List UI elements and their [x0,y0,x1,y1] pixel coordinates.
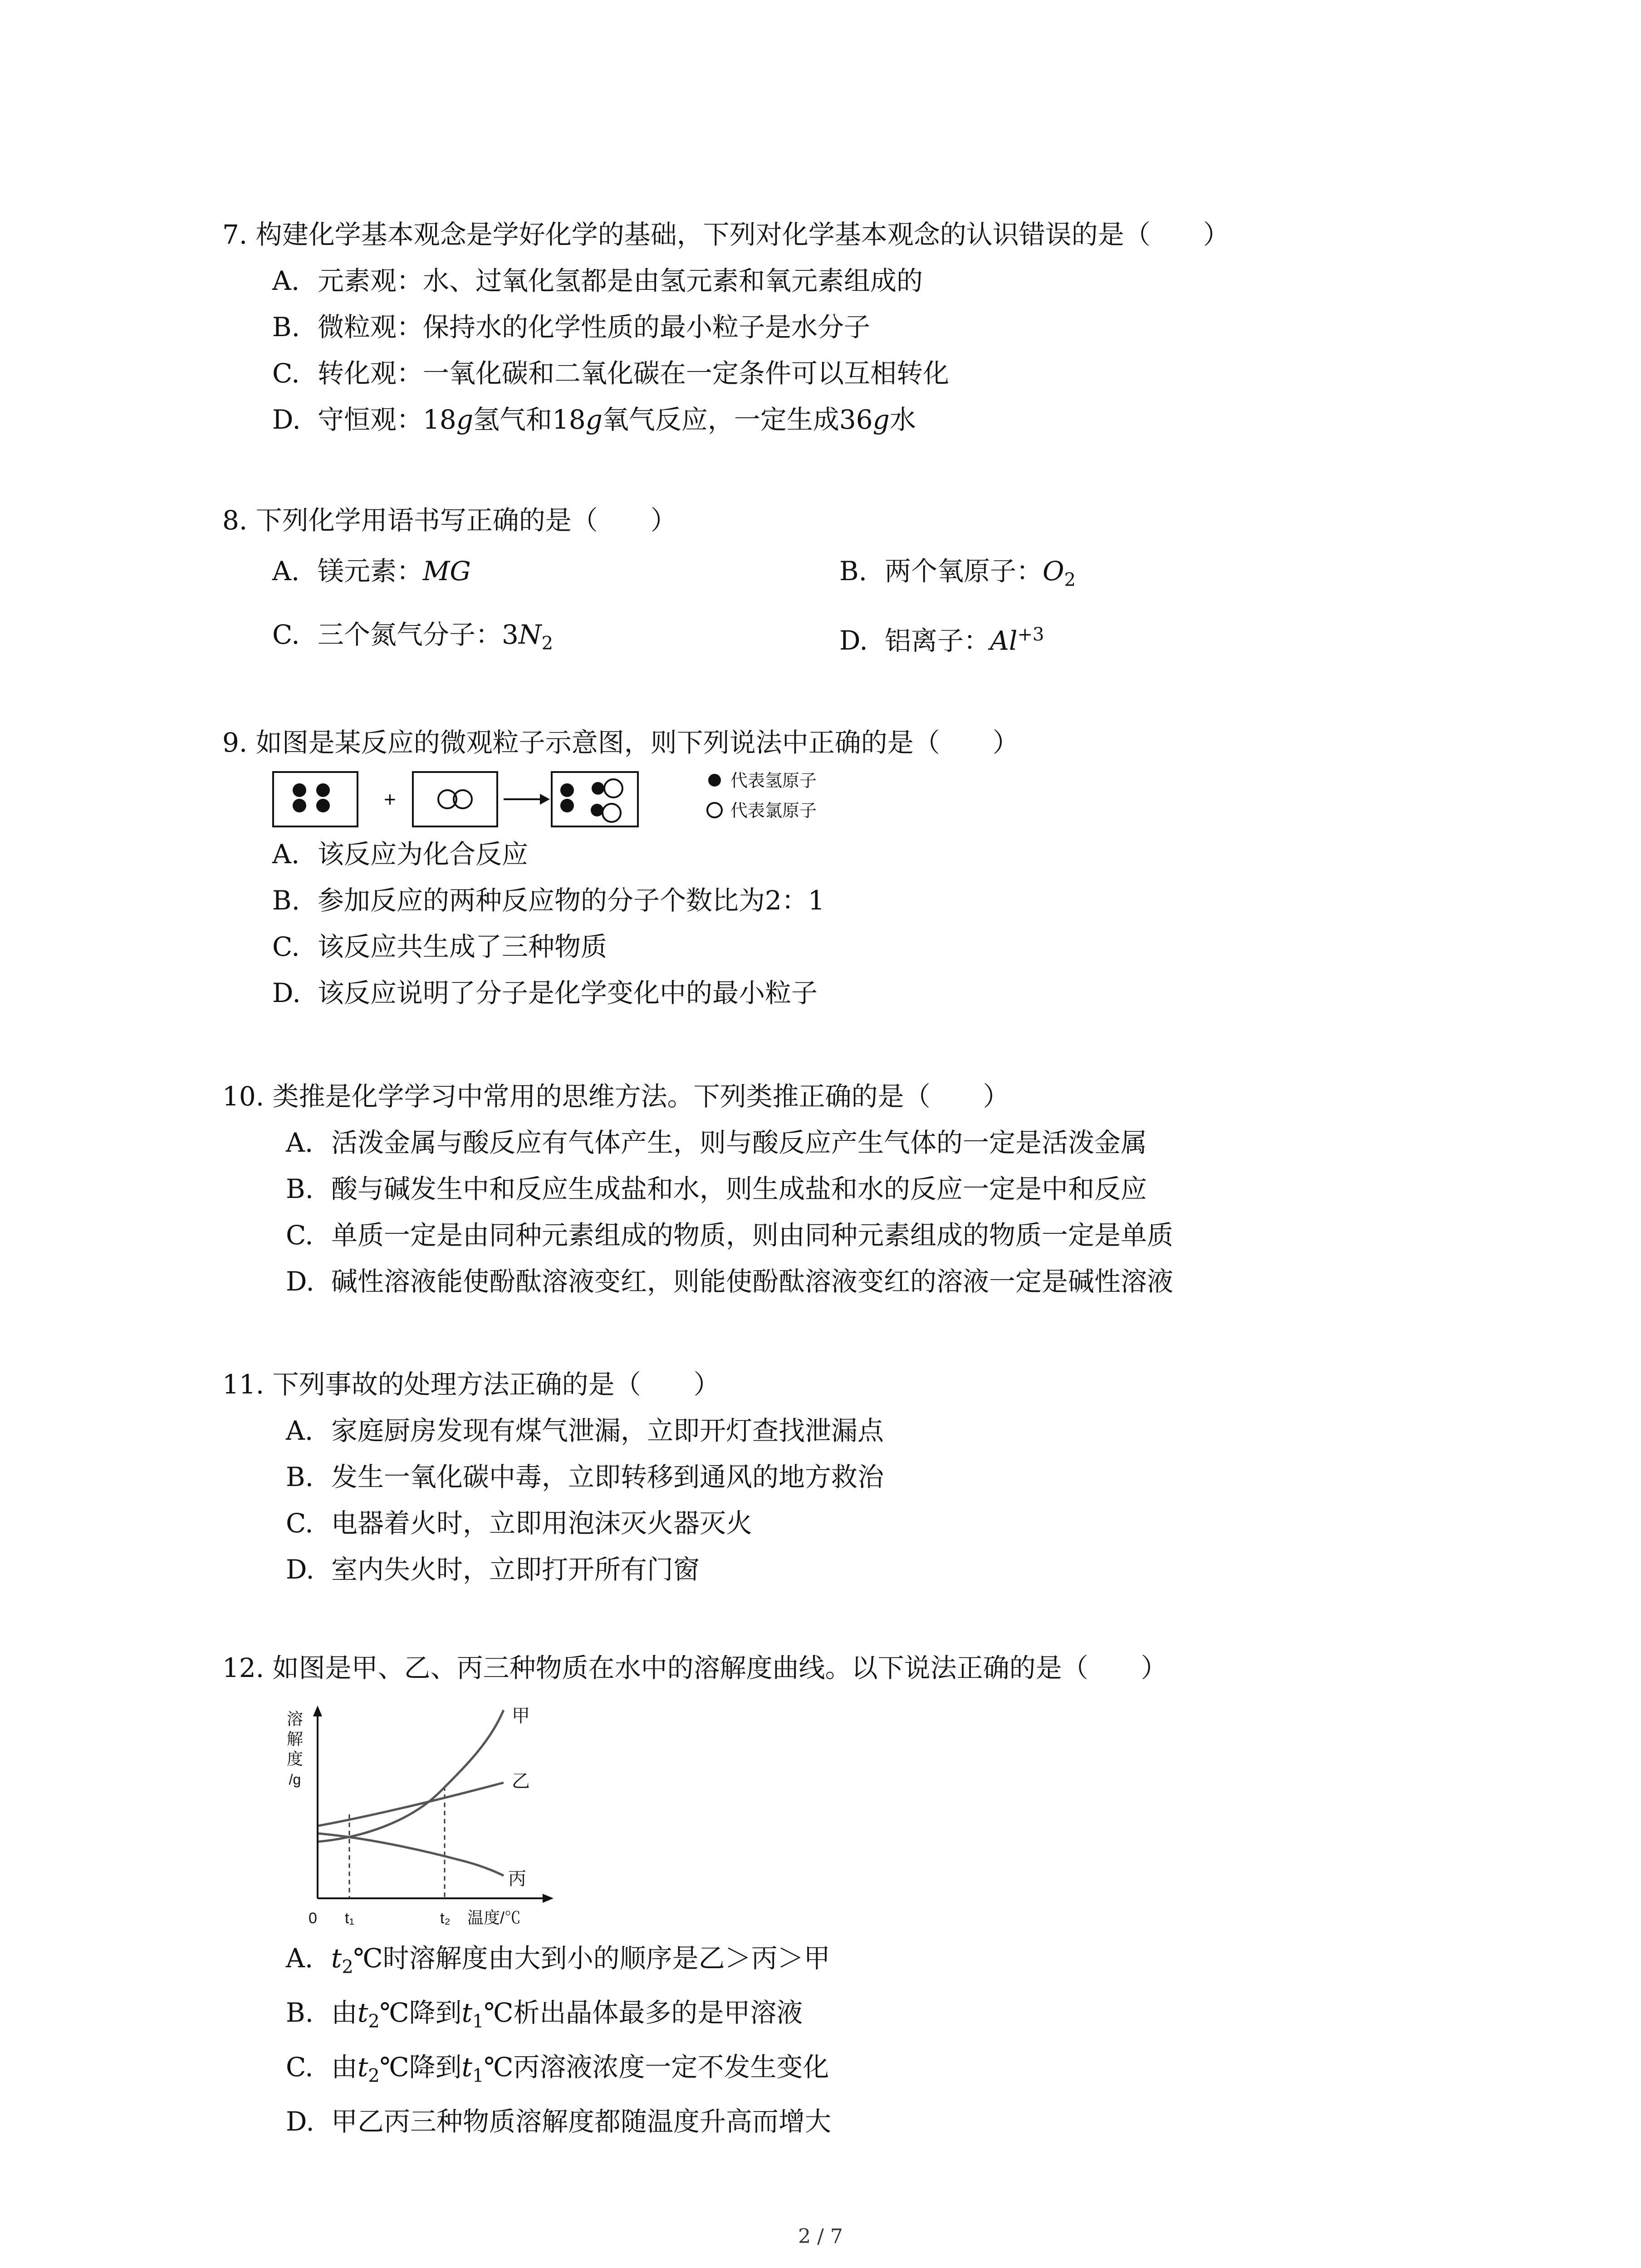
q11-option-a [286,1414,884,1447]
option-pre: 由 [331,1997,358,2028]
page-number: 2 / 7 [798,2225,843,2248]
option-text: 电器着火时，立即用泡沫灭火器灭火 [331,1508,753,1539]
option-label: 铝离子： [885,625,990,656]
option-text-suffix: 水 [889,404,916,435]
temp-subscript: 1 [472,2065,484,2087]
q7-stem: 7. 构建化学基本观念是学好化学的基础，下列对化学基本观念的认识错误的是（ ） [222,219,1230,250]
temp-subscript: 2 [342,1956,353,1978]
y-axis-label-char: 解 [286,1730,304,1748]
q9-option-d [272,976,818,1010]
option-letter: A. [272,839,300,870]
option-text: 室内失火时，立即打开所有门窗 [331,1554,700,1585]
option-letter: D. [286,1554,314,1585]
hcl-molecule [560,783,574,812]
option-letter: B. [286,1461,314,1492]
temp-subscript: 2 [368,2011,380,2032]
q11-option-b [286,1460,884,1494]
q8-option-b [839,554,1076,597]
option-text: ℃时溶解度由大到小的顺序是乙＞丙＞甲 [353,1943,830,1974]
option-letter: C. [286,1220,314,1251]
legend-cl-atom-icon [707,803,722,817]
series-label-yi: 乙 [512,1771,530,1791]
t1-tick-label: t₁ [345,1910,354,1927]
y-axis-label-char: 度 [286,1750,304,1768]
option-label: 两个氧原子： [885,556,1043,587]
option-letter: D. [286,2106,314,2137]
q11-stem: 11. 下列事故的处理方法正确的是（ ） [222,1369,720,1400]
y-axis [313,1706,322,1898]
q11-option-d [286,1553,700,1586]
option-letter: D. [272,404,301,435]
option-label: 三个氮气分子： [318,619,502,650]
cl2-molecule [438,790,472,808]
unit-g: g [872,404,890,435]
reactant-box-h2 [273,772,358,826]
y-axis-label-char: /g [289,1771,301,1788]
q11-option-c [286,1506,752,1540]
option-text: 活泼金属与酸反应有气体产生，则与酸反应产生气体的一定是活泼金属 [331,1127,1147,1158]
option-letter: B. [286,1173,314,1204]
solubility-curve-graph [277,1706,603,1932]
formula: MG [423,556,471,587]
option-letter: C. [272,931,300,962]
origin-label: 0 [309,1910,317,1927]
product-box [552,772,638,826]
option-letter: D. [839,625,868,656]
option-label: 镁元素： [318,556,423,587]
option-letter: B. [286,1997,314,2028]
legend-h-label: 代表氢原子 [730,772,817,791]
formula: Al [990,625,1018,656]
option-letter: D. [286,1266,314,1297]
q9-option-c [272,930,607,963]
option-text: ℃析出晶体最多的是甲溶液 [484,1997,803,2028]
option-letter: A. [272,556,300,587]
option-text: 家庭厨房发现有煤气泄漏，立即开灯查找泄漏点 [331,1415,884,1446]
option-letter: B. [272,885,300,916]
q8-stem: 8. 下列化学用语书写正确的是（ ） [222,505,677,536]
q7-option-b [272,310,870,344]
option-text-prefix: 守恒观：18 [318,404,456,435]
option-letter: B. [839,556,867,587]
option-letter: C. [272,619,300,650]
option-text: 该反应说明了分子是化学变化中的最小粒子 [318,978,818,1008]
unit-g: g [585,404,603,435]
hcl-molecule [592,779,622,797]
formula-subscript: 2 [1064,569,1076,591]
option-letter: A. [272,265,300,296]
option-text: 碱性溶液能使酚酞溶液变红，则能使酚酞溶液变红的溶液一定是碱性溶液 [331,1266,1174,1297]
curve-bing [318,1833,504,1876]
h2-molecule [316,783,330,812]
temp-subscript: 2 [368,2065,380,2087]
temp-symbol: t [461,1997,472,2028]
option-letter: A. [286,1415,314,1446]
reaction-particle-diagram [272,771,907,830]
q8-option-c [272,618,553,660]
h2-molecule [293,783,306,812]
option-text-mid: 氧气反应，一定生成36 [602,404,873,435]
x-axis [318,1894,554,1903]
temp-symbol: t [358,1997,368,2028]
option-text: 发生一氧化碳中毒，立即转移到通风的地方救治 [331,1461,884,1492]
q10-option-a [286,1126,1147,1159]
unit-g: g [456,404,473,435]
q9-option-b [272,884,825,917]
q9-option-a [272,837,528,871]
q7-option-a [272,264,923,298]
temp-symbol: t [358,2052,368,2082]
q12-option-c [286,2050,829,2093]
hcl-molecule [591,804,621,822]
formula: O [1043,556,1064,587]
q8-option-a [272,554,471,588]
curve-yi [318,1783,504,1826]
t2-tick-label: t₂ [440,1910,451,1927]
option-text: 酸与碱发生中和反应生成盐和水，则生成盐和水的反应一定是中和反应 [331,1173,1147,1204]
curve-jia [318,1710,504,1842]
option-mid: ℃降到 [379,2052,462,2082]
q10-option-d [286,1265,1173,1298]
option-text: 单质一定是由同种元素组成的物质，则由同种元素组成的物质一定是单质 [331,1220,1174,1251]
q12-stem: 12. 如图是甲、乙、丙三种物质在水中的溶解度曲线。以下说法正确的是（ ） [222,1652,1167,1683]
option-letter: B. [272,312,300,342]
option-letter: D. [272,978,301,1008]
y-axis-label-char: 溶 [286,1710,304,1728]
option-letter: C. [286,1508,314,1539]
q7-option-c [272,357,949,390]
option-text: 参加反应的两种反应物的分子个数比为2：1 [318,885,825,916]
option-text: 元素观：水、过氧化氢都是由氢元素和氧元素组成的 [318,265,923,296]
formula-superscript: +3 [1017,624,1044,645]
option-text: 微粒观：保持水的化学性质的最小粒子是水分子 [318,312,871,342]
option-mid: ℃降到 [379,1997,462,2028]
q12-option-a [286,1941,830,1984]
option-letter: A. [286,1943,314,1974]
x-axis-label: 温度/℃ [467,1908,521,1927]
option-text-mid: 氢气和18 [473,404,586,435]
coefficient: 3 [502,619,519,650]
option-text: 该反应共生成了三种物质 [318,931,607,962]
legend-h-atom-icon [708,774,721,787]
option-letter: C. [272,358,300,389]
q7-option-d [272,403,916,436]
option-text: 甲乙丙三种物质溶解度都随温度升高而增大 [331,2106,832,2137]
temp-subscript: 1 [472,2011,484,2032]
option-text: 转化观：一氧化碳和二氧化碳在一定条件可以互相转化 [318,358,950,389]
reactant-box-cl2 [413,772,497,826]
series-label-jia: 甲 [512,1706,530,1726]
option-text: 该反应为化合反应 [318,839,529,870]
series-label-bing: 丙 [508,1869,526,1889]
option-pre: 由 [331,2052,358,2082]
option-text: ℃丙溶液浓度一定不发生变化 [484,2052,829,2082]
q9-stem: 9. 如图是某反应的微观粒子示意图，则下列说法中正确的是（ ） [222,727,1019,758]
formula: N [518,619,542,650]
q8-option-d [839,618,1044,657]
formula-subscript: 2 [541,633,554,654]
plus-sign: + [384,787,396,811]
temp-symbol: t [331,1943,342,1974]
reaction-arrow [504,794,550,805]
option-letter: C. [286,2052,314,2082]
option-letter: A. [286,1127,314,1158]
q10-option-c [286,1218,1173,1252]
q10-option-b [286,1172,1147,1206]
q12-option-d [286,2105,831,2138]
q10-stem: 10. 类推是化学学习中常用的思维方法。下列类推正确的是（ ） [222,1081,1009,1112]
q12-option-b [286,1996,803,2038]
temp-symbol: t [461,2052,472,2082]
legend-cl-label: 代表氯原子 [730,802,817,821]
